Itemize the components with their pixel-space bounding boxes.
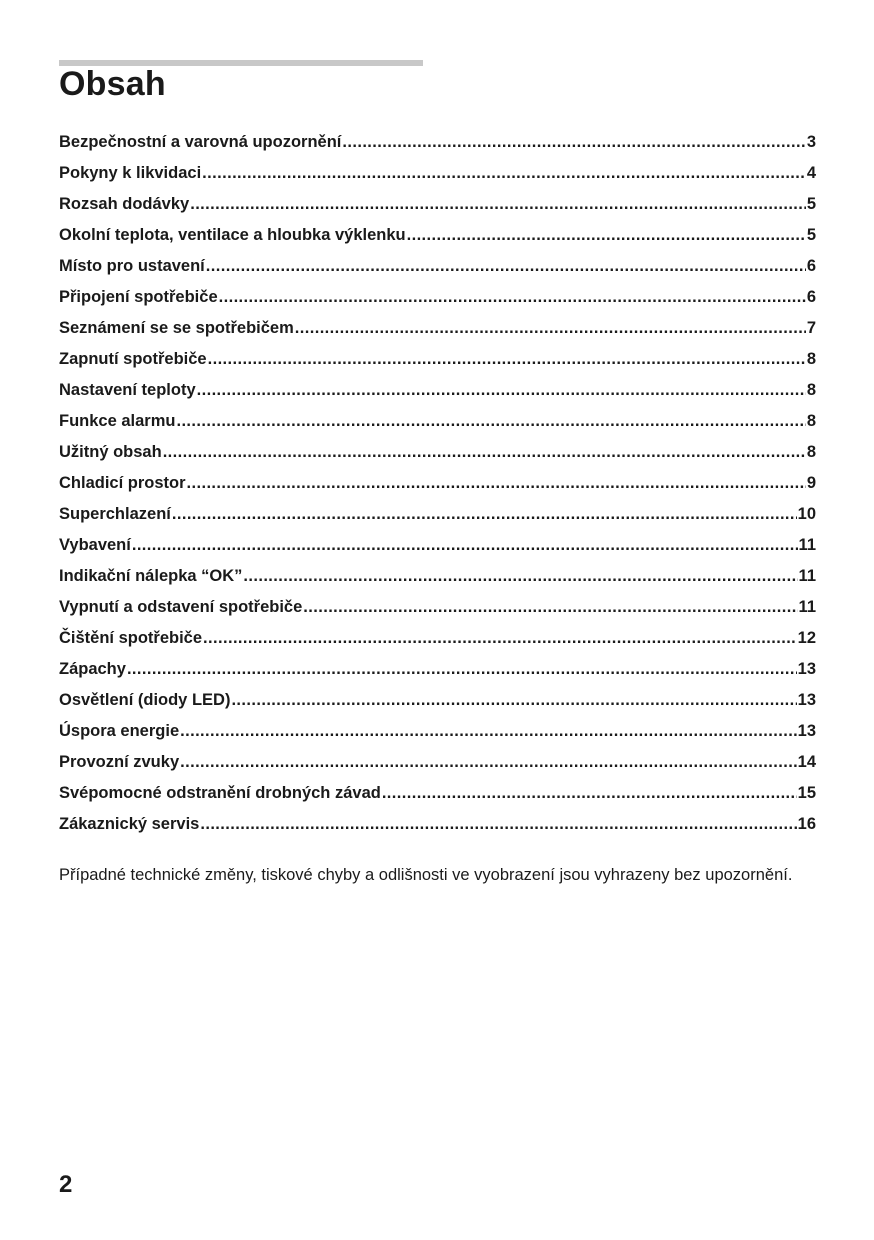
- toc-dot-leader: [200, 809, 796, 840]
- toc-entry-label: Úspora energie: [59, 722, 180, 740]
- toc-entry-label: Zákaznický servis: [59, 815, 200, 833]
- toc-dot-leader: [342, 127, 805, 158]
- toc-entry-switch-off[interactable]: [59, 592, 816, 623]
- toc-dot-leader: [190, 189, 806, 220]
- toc-entry-cleaning[interactable]: [59, 623, 816, 654]
- toc-entry-label: Indikační nálepka “OK”: [59, 567, 243, 585]
- toc-entry-label: Funkce alarmu: [59, 412, 176, 430]
- toc-dot-leader: [206, 251, 806, 282]
- toc-entry-odours[interactable]: [59, 654, 816, 685]
- toc-entry-switch-on[interactable]: [59, 344, 816, 375]
- toc-entry-label: Vybavení: [59, 536, 131, 554]
- page-title: Obsah: [59, 65, 166, 103]
- toc-dot-leader: [382, 778, 797, 809]
- toc-entry-page: 8: [806, 412, 816, 430]
- toc-entry-connection[interactable]: [59, 282, 816, 313]
- toc-entry-page: 14: [797, 753, 816, 771]
- toc-entry-troubleshooting[interactable]: [59, 778, 816, 809]
- toc-entry-label: Seznámení se se spotřebičem: [59, 319, 294, 337]
- toc-dot-leader: [176, 406, 805, 437]
- toc-dot-leader: [231, 685, 796, 716]
- toc-entry-label: Pokyny k likvidaci: [59, 164, 202, 182]
- toc-entry-lighting[interactable]: [59, 685, 816, 716]
- toc-entry-page: 10: [797, 505, 816, 523]
- toc-entry-label: Rozsah dodávky: [59, 195, 190, 213]
- toc-entry-equipment[interactable]: [59, 530, 816, 561]
- toc-entry-disposal[interactable]: [59, 158, 816, 189]
- toc-entry-page: 11: [798, 567, 816, 585]
- toc-entry-page: 15: [797, 784, 816, 802]
- toc-entry-label: Připojení spotřebiče: [59, 288, 218, 306]
- toc-entry-refrigerator[interactable]: [59, 468, 816, 499]
- toc-dot-leader: [295, 313, 806, 344]
- toc-entry-page: 8: [806, 443, 816, 461]
- toc-entry-page: 5: [806, 226, 816, 244]
- toc-entry-label: Svépomocné odstranění drobných závad: [59, 784, 381, 802]
- toc-entry-label: Čištění spotřebiče: [59, 629, 203, 647]
- toc-entry-page: 13: [797, 660, 816, 678]
- toc-entry-installation-site[interactable]: [59, 251, 816, 282]
- toc-entry-label: Osvětlení (diody LED): [59, 691, 231, 709]
- toc-entry-alarm[interactable]: [59, 406, 816, 437]
- disclaimer-text: Případné technické změny, tiskové chyby a odlišnosti ve vyobrazení jsou vyhrazeny bez upozornění.: [59, 866, 793, 884]
- toc-entry-label: Superchlazení: [59, 505, 171, 523]
- toc-entry-page: 6: [806, 288, 816, 306]
- toc-entry-label: Užitný obsah: [59, 443, 162, 461]
- toc-entry-temperature-setting[interactable]: [59, 375, 816, 406]
- toc-entry-energy-saving[interactable]: [59, 716, 816, 747]
- toc-dot-leader: [163, 437, 806, 468]
- toc-entry-label: Bezpečnostní a varovná upozornění: [59, 133, 342, 151]
- toc-dot-leader: [197, 375, 806, 406]
- toc-entry-operating-noises[interactable]: [59, 747, 816, 778]
- toc-entry-page: 13: [797, 722, 816, 740]
- toc-entry-safety[interactable]: [59, 127, 816, 158]
- toc-dot-leader: [180, 747, 797, 778]
- toc-entry-label: Provozní zvuky: [59, 753, 180, 771]
- toc-dot-leader: [203, 623, 797, 654]
- toc-entry-page: 11: [798, 598, 816, 616]
- toc-entry-page: 12: [797, 629, 816, 647]
- toc-entry-label: Zapnutí spotřebiče: [59, 350, 207, 368]
- toc-entry-page: 6: [806, 257, 816, 275]
- toc-dot-leader: [180, 716, 797, 747]
- toc-dot-leader: [132, 530, 798, 561]
- toc-entry-delivery[interactable]: [59, 189, 816, 220]
- toc-dot-leader: [187, 468, 806, 499]
- toc-entry-page: 7: [806, 319, 816, 337]
- toc-entry-page: 8: [806, 350, 816, 368]
- toc-entry-label: Zápachy: [59, 660, 126, 678]
- toc-dot-leader: [407, 220, 806, 251]
- toc-entry-page: 3: [806, 133, 816, 151]
- toc-dot-leader: [127, 654, 797, 685]
- toc-entry-page: 9: [806, 474, 816, 492]
- toc-entry-label: Místo pro ustavení: [59, 257, 205, 275]
- toc-dot-leader: [202, 158, 806, 189]
- toc-dot-leader: [208, 344, 806, 375]
- toc-dot-leader: [303, 592, 797, 623]
- toc-entry-label: Nastavení teploty: [59, 381, 196, 399]
- toc-entry-page: 5: [806, 195, 816, 213]
- toc-entry-overview[interactable]: [59, 313, 816, 344]
- toc-entry-page: 8: [806, 381, 816, 399]
- toc-entry-label: Vypnutí a odstavení spotřebiče: [59, 598, 303, 616]
- page-number: 2: [59, 1171, 73, 1198]
- toc-entry-label: Chladicí prostor: [59, 474, 186, 492]
- toc-dot-leader: [172, 499, 797, 530]
- toc-entry-label: Okolní teplota, ventilace a hloubka výklenku: [59, 226, 406, 244]
- toc-entry-page: 4: [806, 164, 816, 182]
- toc-dot-leader: [243, 561, 797, 592]
- toc-entry-usable-capacity[interactable]: [59, 437, 816, 468]
- table-of-contents: [59, 127, 816, 840]
- toc-entry-page: 11: [798, 536, 816, 554]
- toc-entry-page: 13: [797, 691, 816, 709]
- toc-entry-ambient-temperature[interactable]: [59, 220, 816, 251]
- toc-dot-leader: [219, 282, 806, 313]
- toc-entry-ok-sticker[interactable]: [59, 561, 816, 592]
- toc-entry-customer-service[interactable]: [59, 809, 816, 840]
- toc-entry-page: 16: [797, 815, 816, 833]
- toc-entry-supercooling[interactable]: [59, 499, 816, 530]
